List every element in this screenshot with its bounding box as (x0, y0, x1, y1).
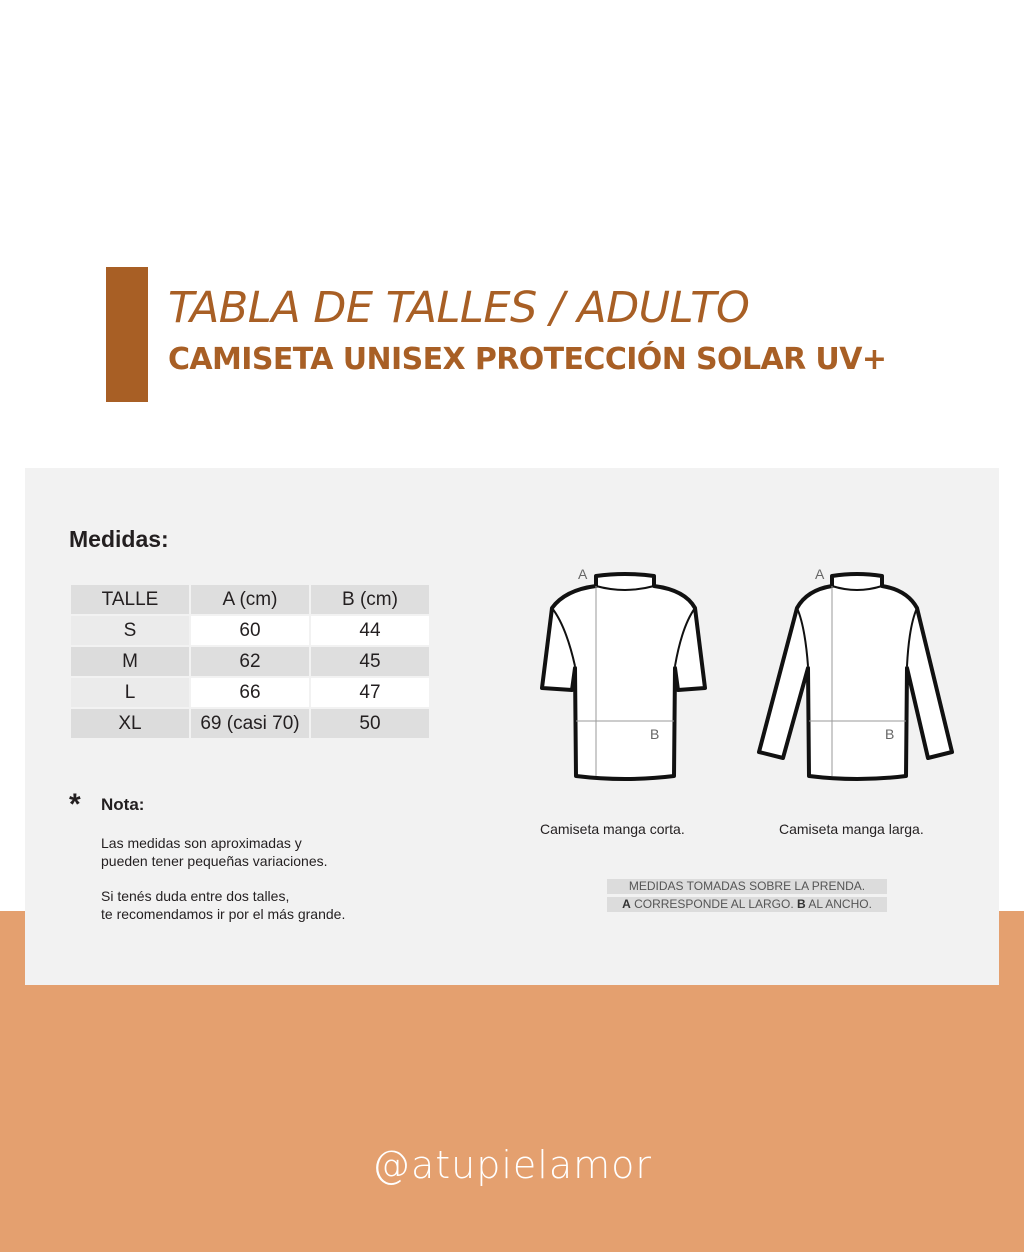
measurement-note-line: MEDIDAS TOMADAS SOBRE LA PRENDA. (607, 879, 887, 894)
cell-size: XL (71, 709, 189, 738)
label-b-long: B (885, 726, 895, 742)
table-header-row (71, 585, 429, 614)
cell-a: 60 (191, 616, 309, 645)
cell-b: 47 (311, 678, 429, 707)
table-row (71, 678, 429, 707)
page-title: TABLA DE TALLES / ADULTO (168, 283, 750, 333)
measures-heading: Medidas: (69, 526, 169, 552)
size-guide-card (25, 468, 999, 985)
long-sleeve-shirt-illustration (747, 566, 962, 786)
note-line: te recomendamos ir por el más grande. (101, 906, 346, 922)
cell-size: S (71, 616, 189, 645)
note-line: pueden tener pequeñas variaciones. (101, 853, 328, 869)
measurement-note-line: A CORRESPONDE AL LARGO. B AL ANCHO. (607, 897, 887, 912)
caption-long-sleeve: Camiseta manga larga. (779, 821, 924, 837)
title-accent-bar (106, 267, 148, 402)
caption-short-sleeve: Camiseta manga corta. (540, 821, 685, 837)
cell-b: 50 (311, 709, 429, 738)
social-handle: @atupielamor (371, 1143, 653, 1187)
cell-b: 44 (311, 616, 429, 645)
label-a-long: A (815, 566, 825, 582)
table-row (71, 709, 429, 738)
cell-a: 69 (casi 70) (191, 709, 309, 738)
short-sleeve-shirt-illustration (530, 566, 720, 786)
measurement-note (607, 879, 887, 915)
cell-a: 66 (191, 678, 309, 707)
cell-size: M (71, 647, 189, 676)
label-a-short: A (578, 566, 588, 582)
table-row (71, 647, 429, 676)
column-header-b: B (cm) (311, 585, 429, 614)
cell-a: 62 (191, 647, 309, 676)
size-table (69, 583, 431, 740)
note-title: Nota: (101, 795, 145, 814)
cell-size: L (71, 678, 189, 707)
cell-b: 45 (311, 647, 429, 676)
label-b-short: B (650, 726, 660, 742)
asterisk-icon: * (69, 788, 81, 821)
table-row (71, 616, 429, 645)
column-header-a: A (cm) (191, 585, 309, 614)
note-line: Las medidas son aproximadas y (101, 835, 302, 851)
column-header-talle: TALLE (71, 585, 189, 614)
note-line: Si tenés duda entre dos talles, (101, 888, 290, 904)
page-subtitle: CAMISETA UNISEX PROTECCIÓN SOLAR UV+ (168, 342, 887, 377)
